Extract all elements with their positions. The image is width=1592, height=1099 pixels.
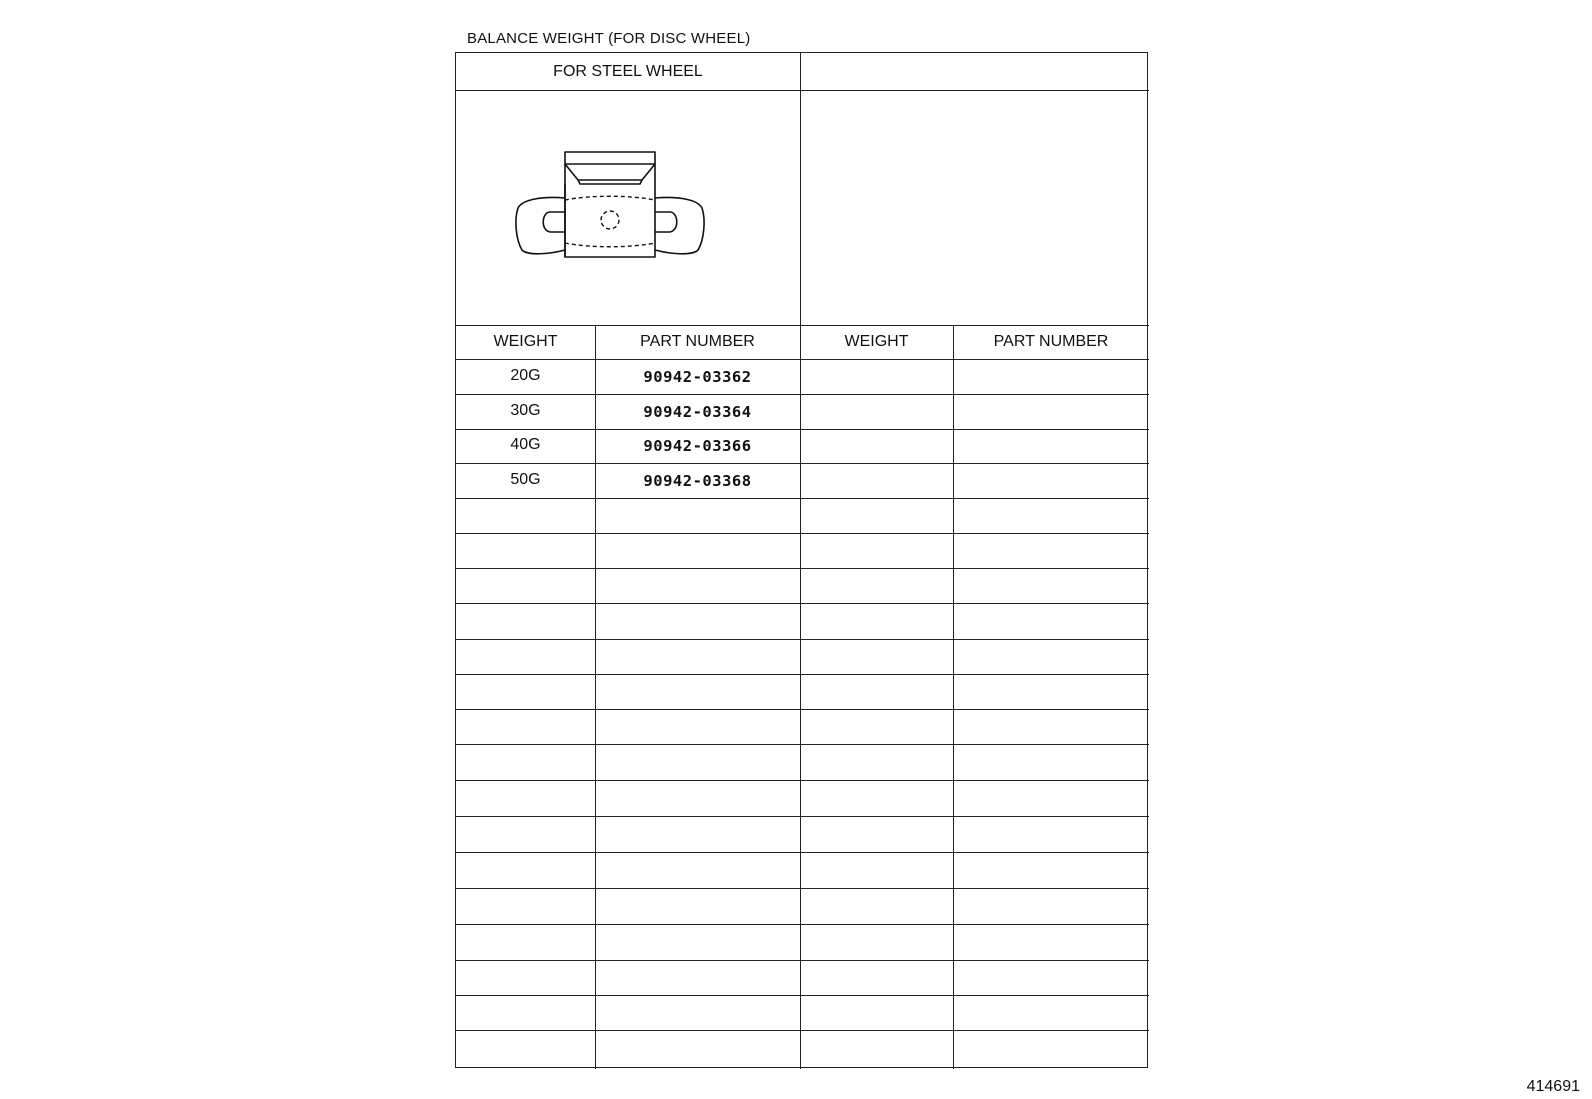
row-divider <box>456 924 1149 925</box>
page-title: BALANCE WEIGHT (FOR DISC WHEEL) <box>467 30 751 47</box>
column-divider-center <box>800 53 801 1069</box>
row-weight: 40G <box>510 436 541 453</box>
column-header-weight-right: WEIGHT <box>844 333 909 350</box>
row-part-number: 90942-03364 <box>643 403 752 421</box>
row-divider <box>456 639 1149 640</box>
row-divider <box>456 1030 1149 1031</box>
row-divider <box>456 568 1149 569</box>
column-header-part-number-right: PART NUMBER <box>993 333 1109 350</box>
balance-weight-clip-icon <box>510 150 710 265</box>
row-weight: 20G <box>510 367 541 384</box>
row-part-number: 90942-03368 <box>643 472 752 490</box>
column-header-part-number: PART NUMBER <box>640 333 755 350</box>
row-divider <box>456 709 1149 710</box>
row-part-number: 90942-03362 <box>643 368 752 386</box>
row-divider <box>456 359 1149 360</box>
row-divider <box>456 888 1149 889</box>
column-header-weight: WEIGHT <box>493 333 558 350</box>
row-divider <box>456 780 1149 781</box>
row-divider <box>456 995 1149 996</box>
row-divider <box>456 325 1149 326</box>
row-weight: 50G <box>510 471 541 488</box>
group-header-steel-wheel: FOR STEEL WHEEL <box>553 63 703 80</box>
row-divider <box>456 498 1149 499</box>
column-divider-right <box>953 325 954 1069</box>
row-divider <box>456 533 1149 534</box>
row-divider <box>456 429 1149 430</box>
row-divider <box>456 90 1149 91</box>
row-divider <box>456 960 1149 961</box>
row-divider <box>456 852 1149 853</box>
row-divider <box>456 674 1149 675</box>
row-divider <box>456 603 1149 604</box>
row-weight: 30G <box>510 402 541 419</box>
document-id: 414691 <box>1526 1078 1580 1095</box>
row-part-number: 90942-03366 <box>643 437 752 455</box>
row-divider <box>456 744 1149 745</box>
row-divider <box>456 816 1149 817</box>
row-divider <box>456 463 1149 464</box>
row-divider <box>456 394 1149 395</box>
